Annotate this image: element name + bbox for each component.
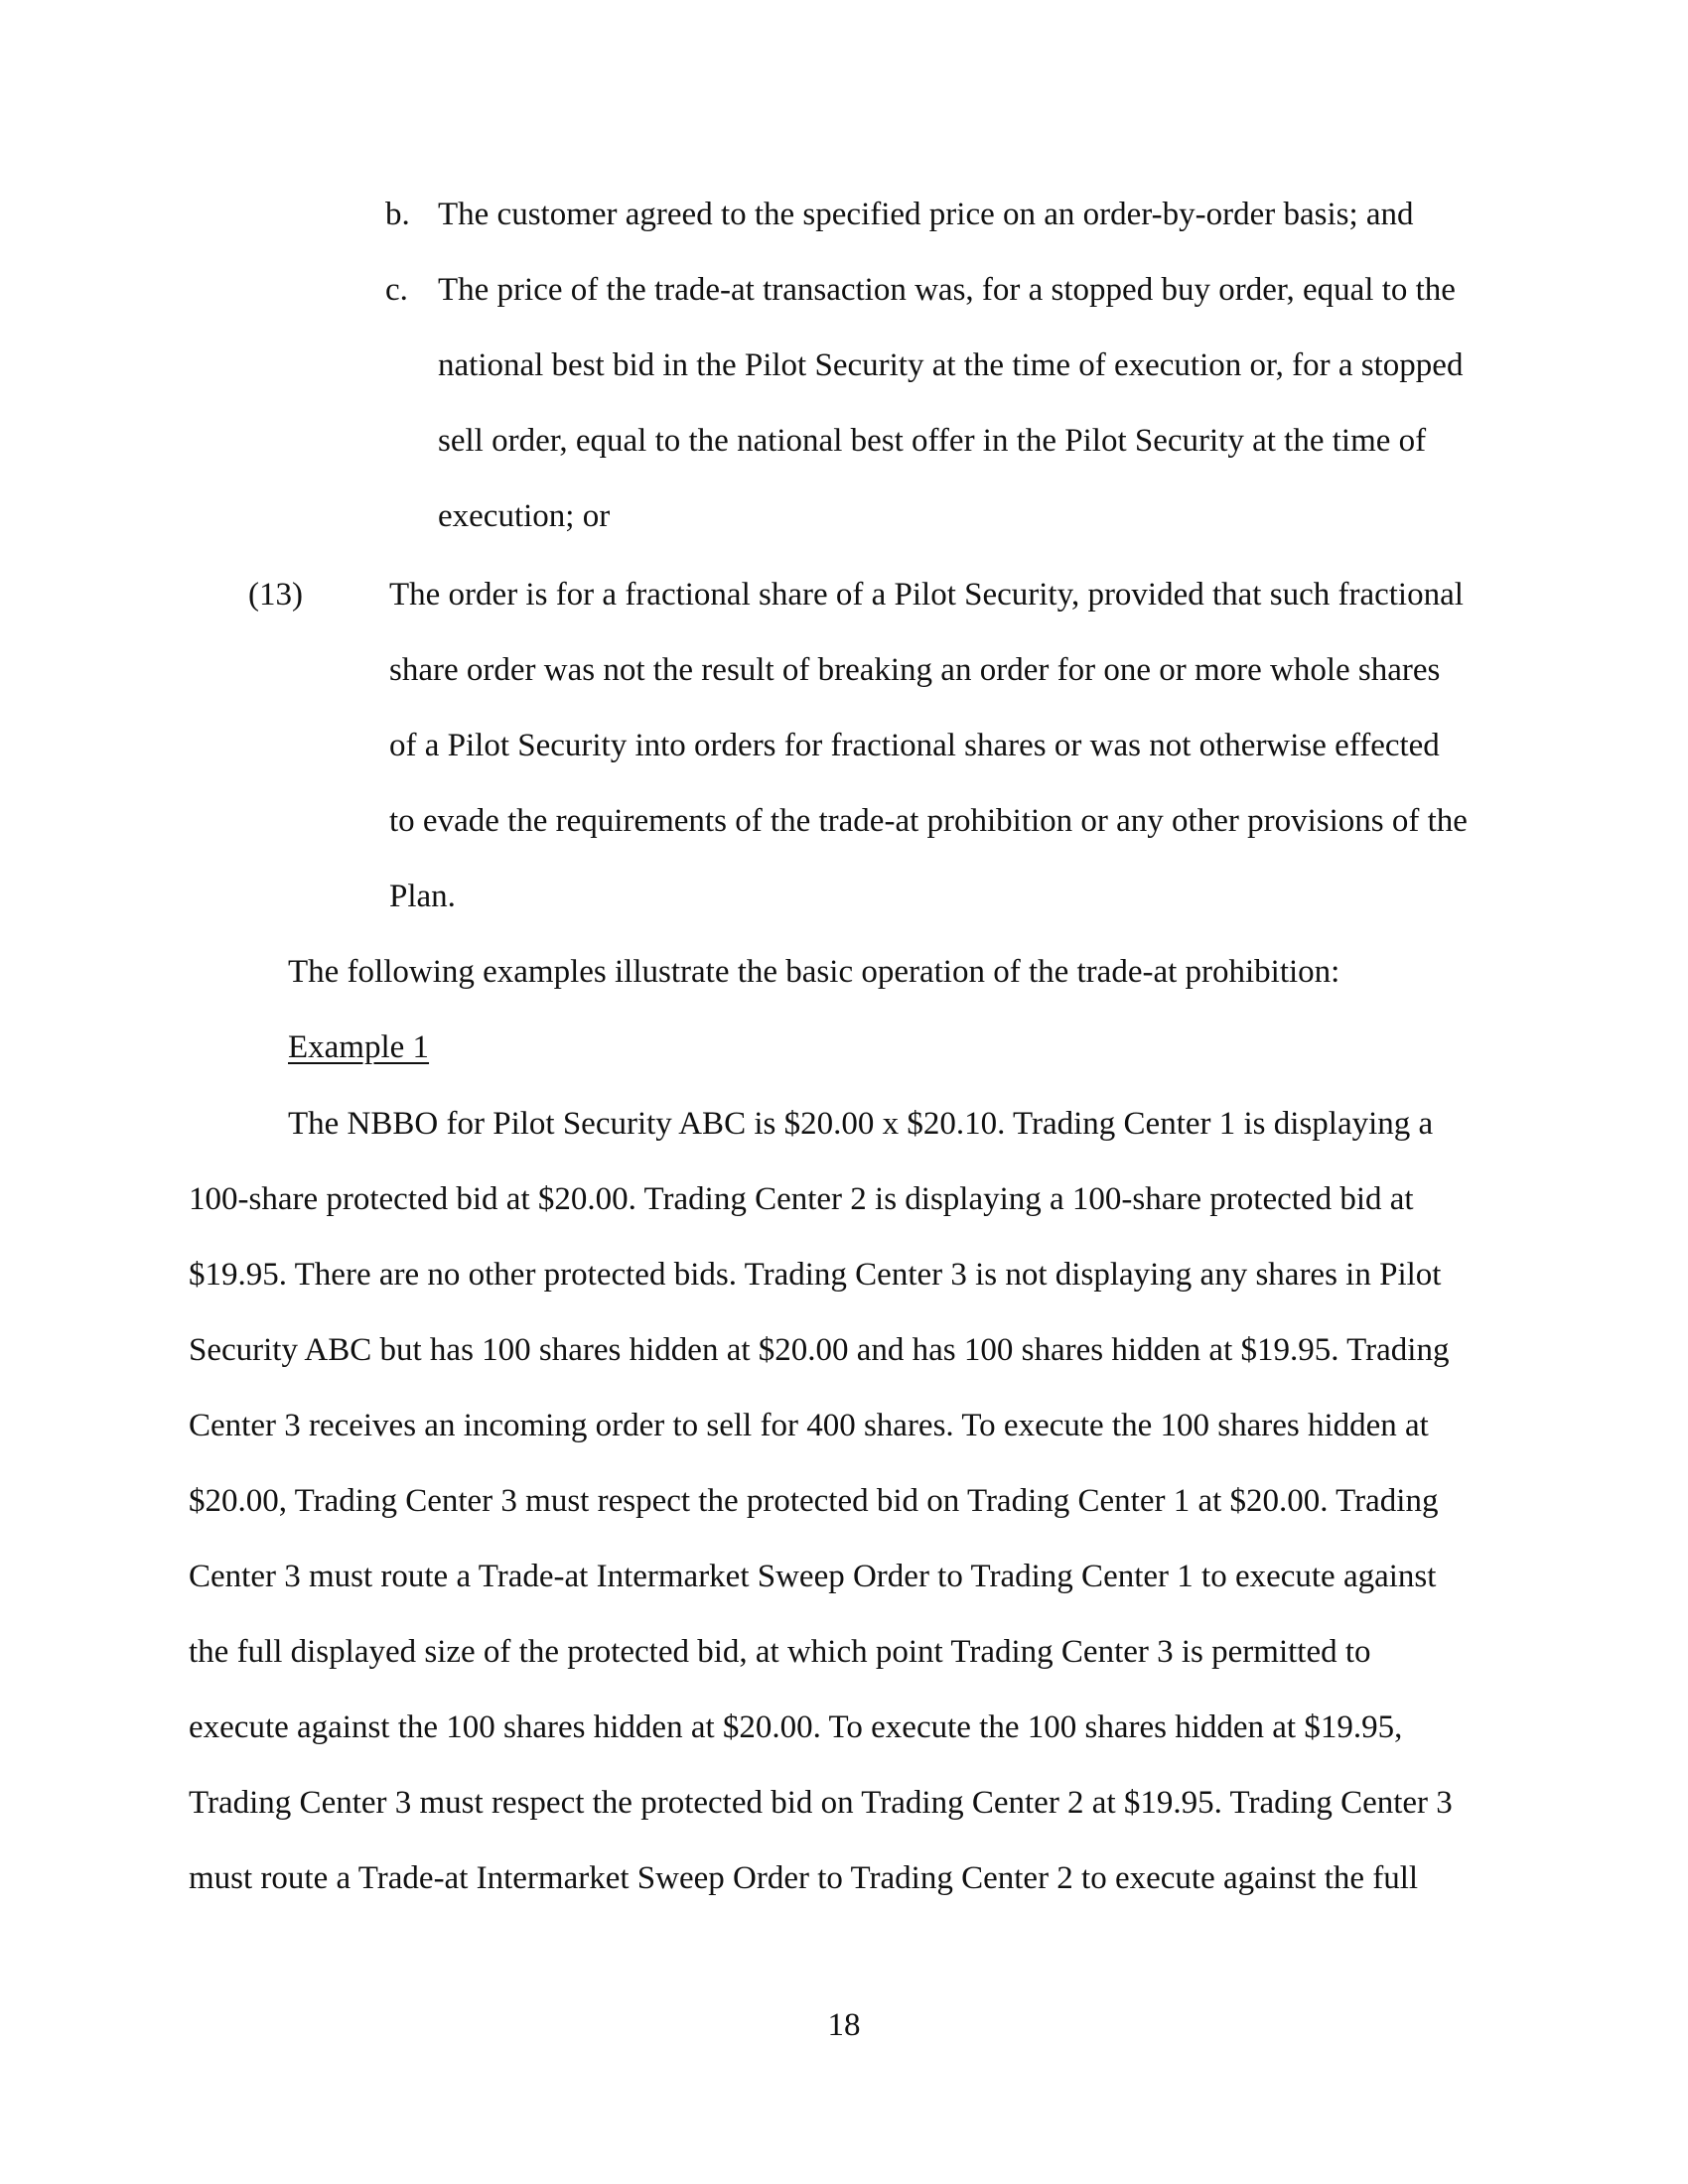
list-marker-b: b. — [385, 197, 410, 232]
example-paragraph-line-9: execute against the 100 shares hidden at $20.00. To execute the 100 shares hidden at $19.95, — [189, 1709, 1403, 1745]
example-paragraph-line-1: The NBBO for Pilot Security ABC is $20.00 x $20.10. Trading Center 1 is displaying a — [288, 1106, 1434, 1142]
list-item-b-line-1: The customer agreed to the specified price on an order-by-order basis; and — [438, 197, 1414, 232]
numbered-item-line-2: share order was not the result of breaking an order for one or more whole shares — [389, 652, 1441, 688]
example-heading: Example 1 — [288, 1029, 430, 1065]
numbered-item-marker: (13) — [248, 577, 303, 613]
page-number: 18 — [827, 2007, 861, 2043]
intro-sentence: The following examples illustrate the basic operation of the trade-at prohibition: — [288, 954, 1340, 990]
list-item-c-line-2: national best bid in the Pilot Security at the time of execution or, for a stopped — [438, 347, 1464, 383]
example-paragraph-line-7: Center 3 must route a Trade-at Intermarket Sweep Order to Trading Center 1 to execute against — [189, 1559, 1437, 1594]
list-item-c-line-1: The price of the trade-at transaction was, for a stopped buy order, equal to the — [438, 272, 1456, 308]
list-item-c-line-3: sell order, equal to the national best offer in the Pilot Security at the time of — [438, 423, 1427, 459]
numbered-item-line-3: of a Pilot Security into orders for fractional shares or was not otherwise effected — [389, 728, 1440, 763]
numbered-item-line-5: Plan. — [389, 879, 456, 914]
list-item-c-line-4: execution; or — [438, 498, 611, 534]
numbered-item-line-4: to evade the requirements of the trade-at prohibition or any other provisions of the — [389, 803, 1468, 839]
example-paragraph-line-2: 100-share protected bid at $20.00. Trading Center 2 is displaying a 100-share protected bid at — [189, 1181, 1414, 1217]
numbered-item-line-1: The order is for a fractional share of a Pilot Security, provided that such fractional — [389, 577, 1464, 613]
example-paragraph-line-5: Center 3 receives an incoming order to sell for 400 shares. To execute the 100 shares hidden at — [189, 1408, 1429, 1443]
example-paragraph-line-3: $19.95. There are no other protected bids. Trading Center 3 is not displaying any shares in Pilot — [189, 1257, 1442, 1293]
example-paragraph-line-10: Trading Center 3 must respect the protected bid on Trading Center 2 at $19.95. Trading Center 3 — [189, 1785, 1453, 1821]
example-paragraph-line-11: must route a Trade-at Intermarket Sweep Order to Trading Center 2 to execute against the full — [189, 1860, 1419, 1896]
example-paragraph-line-4: Security ABC but has 100 shares hidden at $20.00 and has 100 shares hidden at $19.95. Trading — [189, 1332, 1450, 1368]
example-paragraph-line-8: the full displayed size of the protected bid, at which point Trading Center 3 is permitted to — [189, 1634, 1371, 1670]
list-marker-c: c. — [385, 272, 408, 308]
example-paragraph-line-6: $20.00, Trading Center 3 must respect the protected bid on Trading Center 1 at $20.00. Trading — [189, 1483, 1439, 1519]
